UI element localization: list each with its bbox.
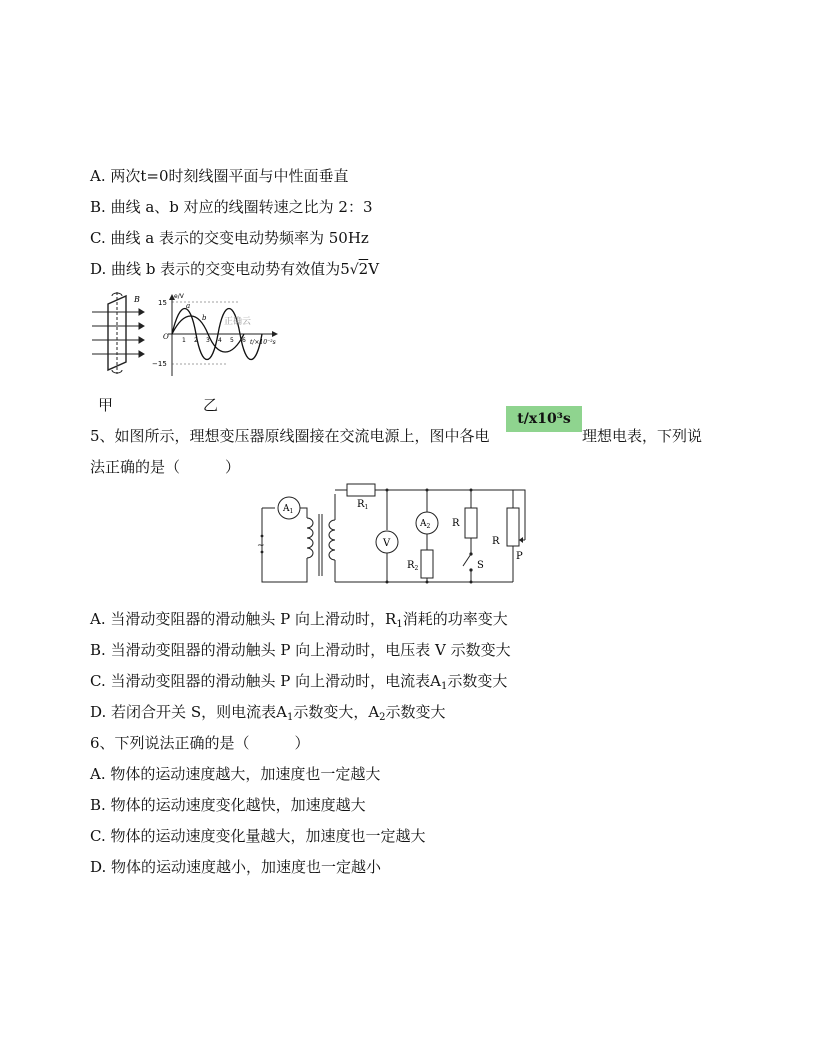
transformer-circuit	[255, 480, 530, 588]
ammeter-a2-label: $A_2$	[420, 519, 431, 530]
curve-a-label: a	[186, 302, 191, 310]
switch-s-label: S	[477, 560, 484, 571]
tick-5: 5	[230, 337, 234, 344]
variable-resistor-label: R	[492, 536, 500, 547]
q6-option-c: C. 物体的运动速度变化量越大，加速度也一定越大	[90, 827, 426, 845]
q4-option-d: D. 曲线 b 表示的交变电动势有效值为5√2V	[90, 260, 380, 278]
rms-value: 5√2V	[340, 260, 380, 278]
q4-option-c: C. 曲线 a 表示的交变电动势频率为 50Hz	[90, 229, 369, 247]
q4-figure	[88, 290, 288, 380]
e-t-graph	[168, 294, 278, 376]
q5-option-a: A. 当滑动变阻器的滑动触头 P 向上滑动时，$R_1$消耗的功率变大	[90, 610, 508, 630]
tick-3: 3	[206, 337, 210, 344]
slider-p-label: P	[516, 551, 523, 562]
q4-option-a: A. 两次t=0时刻线圈平面与中性面垂直	[90, 167, 349, 185]
tick-6: 6	[242, 337, 246, 344]
y-axis-label: e/V	[174, 293, 184, 300]
resistor-r-label: R	[452, 518, 460, 529]
y-min-label: −15	[152, 360, 167, 368]
q5-stem-line1-end: 理想电表，下列说	[582, 427, 703, 445]
origin-label: O	[163, 333, 169, 341]
tick-1: 1	[182, 337, 186, 344]
field-label: B	[134, 295, 140, 304]
q6-option-b: B. 物体的运动速度变化越快，加速度越大	[90, 796, 366, 814]
q5-option-b: B. 当滑动变阻器的滑动触头 P 向上滑动时，电压表 V 示数变大	[90, 641, 511, 659]
watermark: 正确云	[224, 317, 252, 327]
curve-b-label: b	[202, 314, 207, 322]
q6-option-a: A. 物体的运动速度越大，加速度也一定越大	[90, 765, 381, 783]
q6-option-d: D. 物体的运动速度越小，加速度也一定越小	[90, 858, 382, 876]
ac-source-symbol: ~	[257, 541, 265, 551]
ammeter-a1-label: $A_1$	[283, 504, 294, 515]
tick-2: 2	[194, 337, 198, 344]
overlay-tag: t/x10³s	[506, 406, 582, 432]
caption-right: 乙	[203, 396, 219, 414]
y-max-label: 15	[158, 299, 167, 307]
q5-stem-line2: 法正确的是（ ）	[90, 458, 241, 476]
q5-option-d: D. 若闭合开关 S，则电流表$A_1$示数变大，$A_2$示数变大	[90, 703, 446, 723]
x-axis-label: t/×10⁻²s	[250, 339, 276, 346]
q5-stem-line1: 5、如图所示，理想变压器原线圈接在交流电源上，图中各电	[90, 427, 490, 445]
tick-4: 4	[218, 337, 222, 344]
coil-diagram	[92, 292, 144, 374]
caption-left: 甲	[98, 396, 114, 414]
q4-option-b: B. 曲线 a、b 对应的线圈转速之比为 2：3	[90, 198, 373, 216]
voltmeter-label: V	[383, 538, 391, 549]
q5-option-c: C. 当滑动变阻器的滑动触头 P 向上滑动时，电流表$A_1$示数变大	[90, 672, 508, 692]
resistor-r1-label: $R_1$	[357, 499, 369, 511]
resistor-r2-label: $R_2$	[407, 560, 419, 572]
q6-stem: 6、下列说法正确的是（ ）	[90, 734, 310, 752]
